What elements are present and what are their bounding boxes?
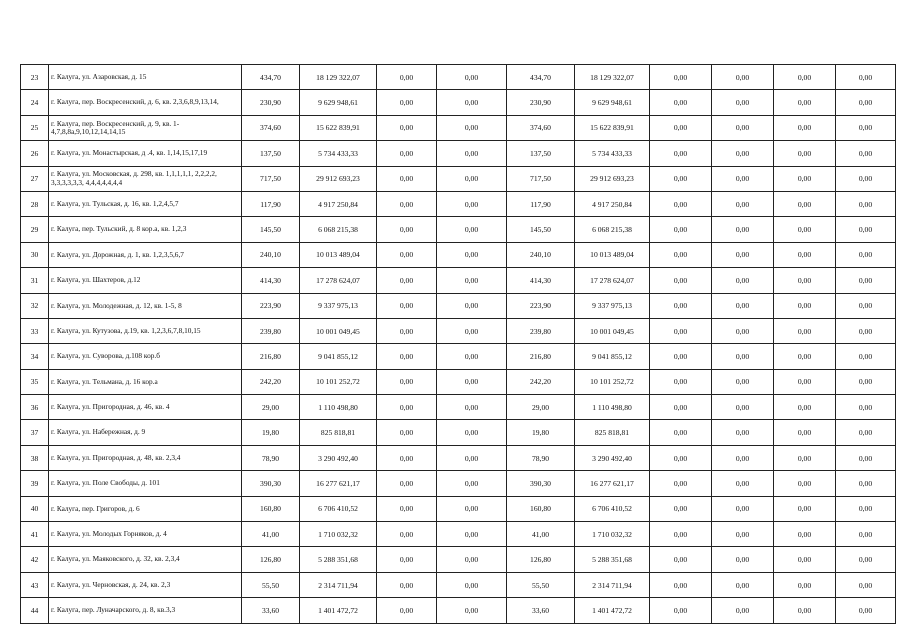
table-row xyxy=(21,496,896,521)
value-cell: 0,00 xyxy=(650,547,712,572)
value-cell: 0,00 xyxy=(377,318,437,343)
value-cell: 0,00 xyxy=(774,191,836,216)
value-cell: 0,00 xyxy=(836,293,896,318)
table-row xyxy=(21,268,896,293)
value-cell: 0,00 xyxy=(650,522,712,547)
value-cell: 0,00 xyxy=(437,90,507,115)
value-cell: 0,00 xyxy=(774,395,836,420)
area-cell: 55,50 xyxy=(242,572,300,597)
value-cell: 0,00 xyxy=(650,572,712,597)
area-cell: 145,50 xyxy=(507,217,575,242)
value-cell: 0,00 xyxy=(712,496,774,521)
row-number-cell: 42 xyxy=(21,547,49,572)
table-row xyxy=(21,115,896,140)
amount-cell: 15 622 839,91 xyxy=(300,115,377,140)
value-cell: 0,00 xyxy=(437,496,507,521)
area-cell: 55,50 xyxy=(507,572,575,597)
value-cell: 0,00 xyxy=(377,344,437,369)
value-cell: 0,00 xyxy=(650,191,712,216)
row-number-cell: 31 xyxy=(21,268,49,293)
table-row xyxy=(21,65,896,90)
value-cell: 0,00 xyxy=(774,369,836,394)
area-cell: 19,80 xyxy=(507,420,575,445)
value-cell: 0,00 xyxy=(437,344,507,369)
value-cell: 0,00 xyxy=(650,496,712,521)
value-cell: 0,00 xyxy=(437,598,507,623)
value-cell: 0,00 xyxy=(774,293,836,318)
value-cell: 0,00 xyxy=(650,268,712,293)
value-cell: 0,00 xyxy=(377,395,437,420)
address-cell: г. Калуга, пер. Тульский, д. 8 кор.а, кв. 1,2,3 xyxy=(49,217,242,242)
value-cell: 0,00 xyxy=(377,420,437,445)
value-cell: 0,00 xyxy=(650,318,712,343)
row-number-cell: 41 xyxy=(21,522,49,547)
amount-cell: 10 101 252,72 xyxy=(300,369,377,394)
area-cell: 137,50 xyxy=(507,141,575,166)
value-cell: 0,00 xyxy=(774,217,836,242)
value-cell: 0,00 xyxy=(712,268,774,293)
amount-cell: 10 013 489,04 xyxy=(300,242,377,267)
value-cell: 0,00 xyxy=(712,242,774,267)
value-cell: 0,00 xyxy=(712,217,774,242)
amount-cell: 9 629 948,61 xyxy=(575,90,650,115)
value-cell: 0,00 xyxy=(437,115,507,140)
row-number-cell: 33 xyxy=(21,318,49,343)
row-number-cell: 34 xyxy=(21,344,49,369)
value-cell: 0,00 xyxy=(712,90,774,115)
table-row xyxy=(21,471,896,496)
area-cell: 239,80 xyxy=(242,318,300,343)
address-cell: г. Калуга, ул. Суворова, д.108 кор.б xyxy=(49,344,242,369)
value-cell: 0,00 xyxy=(774,420,836,445)
value-cell: 0,00 xyxy=(712,318,774,343)
value-cell: 0,00 xyxy=(836,166,896,191)
value-cell: 0,00 xyxy=(836,522,896,547)
row-number-cell: 40 xyxy=(21,496,49,521)
value-cell: 0,00 xyxy=(774,166,836,191)
table-row xyxy=(21,141,896,166)
amount-cell: 17 278 624,07 xyxy=(300,268,377,293)
row-number-cell: 28 xyxy=(21,191,49,216)
table-row xyxy=(21,395,896,420)
value-cell: 0,00 xyxy=(836,191,896,216)
area-cell: 717,50 xyxy=(507,166,575,191)
table-row xyxy=(21,166,896,191)
value-cell: 0,00 xyxy=(836,445,896,470)
amount-cell: 825 818,81 xyxy=(575,420,650,445)
value-cell: 0,00 xyxy=(712,166,774,191)
area-cell: 374,60 xyxy=(242,115,300,140)
value-cell: 0,00 xyxy=(650,395,712,420)
value-cell: 0,00 xyxy=(650,369,712,394)
area-cell: 374,60 xyxy=(507,115,575,140)
value-cell: 0,00 xyxy=(774,471,836,496)
table-row xyxy=(21,598,896,623)
value-cell: 0,00 xyxy=(774,115,836,140)
value-cell: 0,00 xyxy=(774,268,836,293)
value-cell: 0,00 xyxy=(774,344,836,369)
row-number-cell: 30 xyxy=(21,242,49,267)
value-cell: 0,00 xyxy=(712,293,774,318)
value-cell: 0,00 xyxy=(437,572,507,597)
amount-cell: 1 110 498,80 xyxy=(575,395,650,420)
row-number-cell: 43 xyxy=(21,572,49,597)
area-cell: 137,50 xyxy=(242,141,300,166)
value-cell: 0,00 xyxy=(377,141,437,166)
value-cell: 0,00 xyxy=(836,496,896,521)
row-number-cell: 29 xyxy=(21,217,49,242)
value-cell: 0,00 xyxy=(712,445,774,470)
value-cell: 0,00 xyxy=(712,191,774,216)
table-body xyxy=(21,65,896,624)
area-cell: 230,90 xyxy=(242,90,300,115)
amount-cell: 6 068 215,38 xyxy=(575,217,650,242)
area-cell: 223,90 xyxy=(507,293,575,318)
address-cell: г. Калуга, ул. Азаровская, д. 15 xyxy=(49,65,242,90)
value-cell: 0,00 xyxy=(712,369,774,394)
address-cell: г. Калуга, ул. Пригородная, д. 48, кв. 2,3,4 xyxy=(49,445,242,470)
value-cell: 0,00 xyxy=(836,395,896,420)
value-cell: 0,00 xyxy=(836,65,896,90)
value-cell: 0,00 xyxy=(836,217,896,242)
housing-table xyxy=(20,64,896,624)
area-cell: 29,00 xyxy=(507,395,575,420)
value-cell: 0,00 xyxy=(377,471,437,496)
row-number-cell: 32 xyxy=(21,293,49,318)
value-cell: 0,00 xyxy=(437,268,507,293)
value-cell: 0,00 xyxy=(774,572,836,597)
row-number-cell: 24 xyxy=(21,90,49,115)
value-cell: 0,00 xyxy=(836,115,896,140)
table-row xyxy=(21,445,896,470)
table-row xyxy=(21,90,896,115)
area-cell: 33,60 xyxy=(507,598,575,623)
value-cell: 0,00 xyxy=(836,471,896,496)
value-cell: 0,00 xyxy=(437,217,507,242)
area-cell: 390,30 xyxy=(242,471,300,496)
row-number-cell: 36 xyxy=(21,395,49,420)
address-cell: г. Калуга, пер. Воскресенский, д. 9, кв. 1-4,7,8,8а,9,10,12,14,14,15 xyxy=(49,115,242,140)
value-cell: 0,00 xyxy=(836,572,896,597)
area-cell: 434,70 xyxy=(242,65,300,90)
value-cell: 0,00 xyxy=(774,318,836,343)
address-cell: г. Калуга, ул. Монастырская, д .4, кв. 1,14,15,17,19 xyxy=(49,141,242,166)
area-cell: 117,90 xyxy=(242,191,300,216)
value-cell: 0,00 xyxy=(774,90,836,115)
amount-cell: 10 013 489,04 xyxy=(575,242,650,267)
row-number-cell: 26 xyxy=(21,141,49,166)
address-cell: г. Калуга, ул. Московская, д. 298, кв. 1,1,1,1,1, 2,2,2,2, 3,3,3,3,3,3, 4,4,4,4,4,4,4 xyxy=(49,166,242,191)
area-cell: 390,30 xyxy=(507,471,575,496)
area-cell: 145,50 xyxy=(242,217,300,242)
amount-cell: 5 734 433,33 xyxy=(300,141,377,166)
value-cell: 0,00 xyxy=(650,141,712,166)
amount-cell: 1 110 498,80 xyxy=(300,395,377,420)
address-cell: г. Калуга, ул. Дорожная, д. 1, кв. 1,2,3,5,6,7 xyxy=(49,242,242,267)
value-cell: 0,00 xyxy=(377,598,437,623)
value-cell: 0,00 xyxy=(437,242,507,267)
table-row xyxy=(21,191,896,216)
area-cell: 240,10 xyxy=(507,242,575,267)
amount-cell: 6 706 410,52 xyxy=(300,496,377,521)
value-cell: 0,00 xyxy=(712,598,774,623)
value-cell: 0,00 xyxy=(712,141,774,166)
value-cell: 0,00 xyxy=(437,318,507,343)
amount-cell: 15 622 839,91 xyxy=(575,115,650,140)
amount-cell: 9 041 855,12 xyxy=(300,344,377,369)
area-cell: 223,90 xyxy=(242,293,300,318)
area-cell: 434,70 xyxy=(507,65,575,90)
area-cell: 717,50 xyxy=(242,166,300,191)
value-cell: 0,00 xyxy=(712,344,774,369)
area-cell: 414,30 xyxy=(242,268,300,293)
value-cell: 0,00 xyxy=(774,445,836,470)
value-cell: 0,00 xyxy=(377,166,437,191)
amount-cell: 9 041 855,12 xyxy=(575,344,650,369)
value-cell: 0,00 xyxy=(774,141,836,166)
value-cell: 0,00 xyxy=(377,115,437,140)
amount-cell: 3 290 492,40 xyxy=(300,445,377,470)
address-cell: г. Калуга, ул. Поле Свободы, д. 101 xyxy=(49,471,242,496)
value-cell: 0,00 xyxy=(712,420,774,445)
value-cell: 0,00 xyxy=(836,344,896,369)
row-number-cell: 25 xyxy=(21,115,49,140)
value-cell: 0,00 xyxy=(650,115,712,140)
amount-cell: 16 277 621,17 xyxy=(575,471,650,496)
value-cell: 0,00 xyxy=(712,471,774,496)
amount-cell: 10 001 049,45 xyxy=(575,318,650,343)
amount-cell: 9 629 948,61 xyxy=(300,90,377,115)
value-cell: 0,00 xyxy=(377,522,437,547)
value-cell: 0,00 xyxy=(377,547,437,572)
amount-cell: 6 068 215,38 xyxy=(300,217,377,242)
amount-cell: 2 314 711,94 xyxy=(300,572,377,597)
value-cell: 0,00 xyxy=(437,445,507,470)
value-cell: 0,00 xyxy=(650,344,712,369)
address-cell: г. Калуга, ул. Молодых Горняков, д. 4 xyxy=(49,522,242,547)
amount-cell: 17 278 624,07 xyxy=(575,268,650,293)
address-cell: г. Калуга, ул. Кутузова, д.19, кв. 1,2,3,6,7,8,10,15 xyxy=(49,318,242,343)
table-row xyxy=(21,522,896,547)
address-cell: г. Калуга, ул. Черновская, д. 24, кв. 2,3 xyxy=(49,572,242,597)
value-cell: 0,00 xyxy=(377,90,437,115)
amount-cell: 6 706 410,52 xyxy=(575,496,650,521)
value-cell: 0,00 xyxy=(836,141,896,166)
value-cell: 0,00 xyxy=(437,369,507,394)
address-cell: г. Калуга, пер. Воскресенский, д. 6, кв. 2,3,6,8,9,13,14, xyxy=(49,90,242,115)
value-cell: 0,00 xyxy=(836,369,896,394)
value-cell: 0,00 xyxy=(377,217,437,242)
table-row xyxy=(21,217,896,242)
address-cell: г. Калуга, ул. Шахтеров, д.12 xyxy=(49,268,242,293)
area-cell: 160,80 xyxy=(507,496,575,521)
table-row xyxy=(21,242,896,267)
amount-cell: 4 917 250,84 xyxy=(300,191,377,216)
value-cell: 0,00 xyxy=(377,369,437,394)
value-cell: 0,00 xyxy=(437,522,507,547)
area-cell: 33,60 xyxy=(242,598,300,623)
value-cell: 0,00 xyxy=(712,572,774,597)
amount-cell: 4 917 250,84 xyxy=(575,191,650,216)
row-number-cell: 38 xyxy=(21,445,49,470)
table-row xyxy=(21,547,896,572)
value-cell: 0,00 xyxy=(712,65,774,90)
address-cell: г. Калуга, ул. Молодежная, д. 12, кв. 1-5, 8 xyxy=(49,293,242,318)
value-cell: 0,00 xyxy=(377,65,437,90)
address-cell: г. Калуга, ул. Маяковского, д. 32, кв. 2,3,4 xyxy=(49,547,242,572)
value-cell: 0,00 xyxy=(774,598,836,623)
value-cell: 0,00 xyxy=(377,191,437,216)
table-row xyxy=(21,344,896,369)
table-row xyxy=(21,369,896,394)
area-cell: 240,10 xyxy=(242,242,300,267)
area-cell: 239,80 xyxy=(507,318,575,343)
value-cell: 0,00 xyxy=(437,65,507,90)
amount-cell: 1 710 032,32 xyxy=(300,522,377,547)
amount-cell: 9 337 975,13 xyxy=(300,293,377,318)
value-cell: 0,00 xyxy=(377,445,437,470)
value-cell: 0,00 xyxy=(437,141,507,166)
value-cell: 0,00 xyxy=(650,166,712,191)
row-number-cell: 27 xyxy=(21,166,49,191)
row-number-cell: 23 xyxy=(21,65,49,90)
value-cell: 0,00 xyxy=(836,598,896,623)
value-cell: 0,00 xyxy=(650,90,712,115)
area-cell: 216,80 xyxy=(507,344,575,369)
amount-cell: 18 129 322,07 xyxy=(300,65,377,90)
value-cell: 0,00 xyxy=(712,522,774,547)
value-cell: 0,00 xyxy=(712,395,774,420)
area-cell: 78,90 xyxy=(507,445,575,470)
value-cell: 0,00 xyxy=(437,395,507,420)
amount-cell: 3 290 492,40 xyxy=(575,445,650,470)
area-cell: 126,80 xyxy=(507,547,575,572)
value-cell: 0,00 xyxy=(836,420,896,445)
amount-cell: 16 277 621,17 xyxy=(300,471,377,496)
table-row xyxy=(21,293,896,318)
value-cell: 0,00 xyxy=(650,420,712,445)
amount-cell: 5 288 351,68 xyxy=(575,547,650,572)
amount-cell: 18 129 322,07 xyxy=(575,65,650,90)
table-row xyxy=(21,318,896,343)
amount-cell: 1 401 472,72 xyxy=(300,598,377,623)
amount-cell: 5 288 351,68 xyxy=(300,547,377,572)
row-number-cell: 35 xyxy=(21,369,49,394)
amount-cell: 1 710 032,32 xyxy=(575,522,650,547)
value-cell: 0,00 xyxy=(836,242,896,267)
address-cell: г. Калуга, пер. Григоров, д. 6 xyxy=(49,496,242,521)
value-cell: 0,00 xyxy=(650,471,712,496)
value-cell: 0,00 xyxy=(836,90,896,115)
amount-cell: 825 818,81 xyxy=(300,420,377,445)
address-cell: г. Калуга, ул. Набережная, д. 9 xyxy=(49,420,242,445)
area-cell: 414,30 xyxy=(507,268,575,293)
amount-cell: 29 912 693,23 xyxy=(575,166,650,191)
value-cell: 0,00 xyxy=(650,65,712,90)
value-cell: 0,00 xyxy=(836,318,896,343)
amount-cell: 2 314 711,94 xyxy=(575,572,650,597)
amount-cell: 29 912 693,23 xyxy=(300,166,377,191)
address-cell: г. Калуга, ул. Тульская, д. 16, кв. 1,2,4,5,7 xyxy=(49,191,242,216)
row-number-cell: 39 xyxy=(21,471,49,496)
value-cell: 0,00 xyxy=(774,522,836,547)
value-cell: 0,00 xyxy=(774,242,836,267)
value-cell: 0,00 xyxy=(650,293,712,318)
row-number-cell: 44 xyxy=(21,598,49,623)
value-cell: 0,00 xyxy=(437,471,507,496)
area-cell: 41,00 xyxy=(507,522,575,547)
value-cell: 0,00 xyxy=(836,268,896,293)
address-cell: г. Калуга, пер. Луначарского, д. 8, кв.3,3 xyxy=(49,598,242,623)
value-cell: 0,00 xyxy=(650,445,712,470)
area-cell: 117,90 xyxy=(507,191,575,216)
value-cell: 0,00 xyxy=(377,268,437,293)
address-cell: г. Калуга, ул. Тельмана, д. 16 кор.а xyxy=(49,369,242,394)
amount-cell: 5 734 433,33 xyxy=(575,141,650,166)
value-cell: 0,00 xyxy=(377,496,437,521)
area-cell: 160,80 xyxy=(242,496,300,521)
area-cell: 230,90 xyxy=(507,90,575,115)
area-cell: 216,80 xyxy=(242,344,300,369)
table-row xyxy=(21,420,896,445)
area-cell: 41,00 xyxy=(242,522,300,547)
value-cell: 0,00 xyxy=(774,547,836,572)
value-cell: 0,00 xyxy=(650,217,712,242)
value-cell: 0,00 xyxy=(712,547,774,572)
amount-cell: 10 101 252,72 xyxy=(575,369,650,394)
area-cell: 29,00 xyxy=(242,395,300,420)
value-cell: 0,00 xyxy=(650,242,712,267)
value-cell: 0,00 xyxy=(836,547,896,572)
value-cell: 0,00 xyxy=(437,420,507,445)
row-number-cell: 37 xyxy=(21,420,49,445)
value-cell: 0,00 xyxy=(774,496,836,521)
value-cell: 0,00 xyxy=(437,166,507,191)
value-cell: 0,00 xyxy=(437,547,507,572)
value-cell: 0,00 xyxy=(377,242,437,267)
value-cell: 0,00 xyxy=(377,293,437,318)
amount-cell: 9 337 975,13 xyxy=(575,293,650,318)
area-cell: 126,80 xyxy=(242,547,300,572)
value-cell: 0,00 xyxy=(437,293,507,318)
table-row xyxy=(21,572,896,597)
value-cell: 0,00 xyxy=(712,115,774,140)
area-cell: 242,20 xyxy=(242,369,300,394)
address-cell: г. Калуга, ул. Пригородная, д. 46, кв. 4 xyxy=(49,395,242,420)
amount-cell: 10 001 049,45 xyxy=(300,318,377,343)
amount-cell: 1 401 472,72 xyxy=(575,598,650,623)
value-cell: 0,00 xyxy=(650,598,712,623)
value-cell: 0,00 xyxy=(774,65,836,90)
value-cell: 0,00 xyxy=(437,191,507,216)
value-cell: 0,00 xyxy=(377,572,437,597)
area-cell: 78,90 xyxy=(242,445,300,470)
area-cell: 242,20 xyxy=(507,369,575,394)
area-cell: 19,80 xyxy=(242,420,300,445)
